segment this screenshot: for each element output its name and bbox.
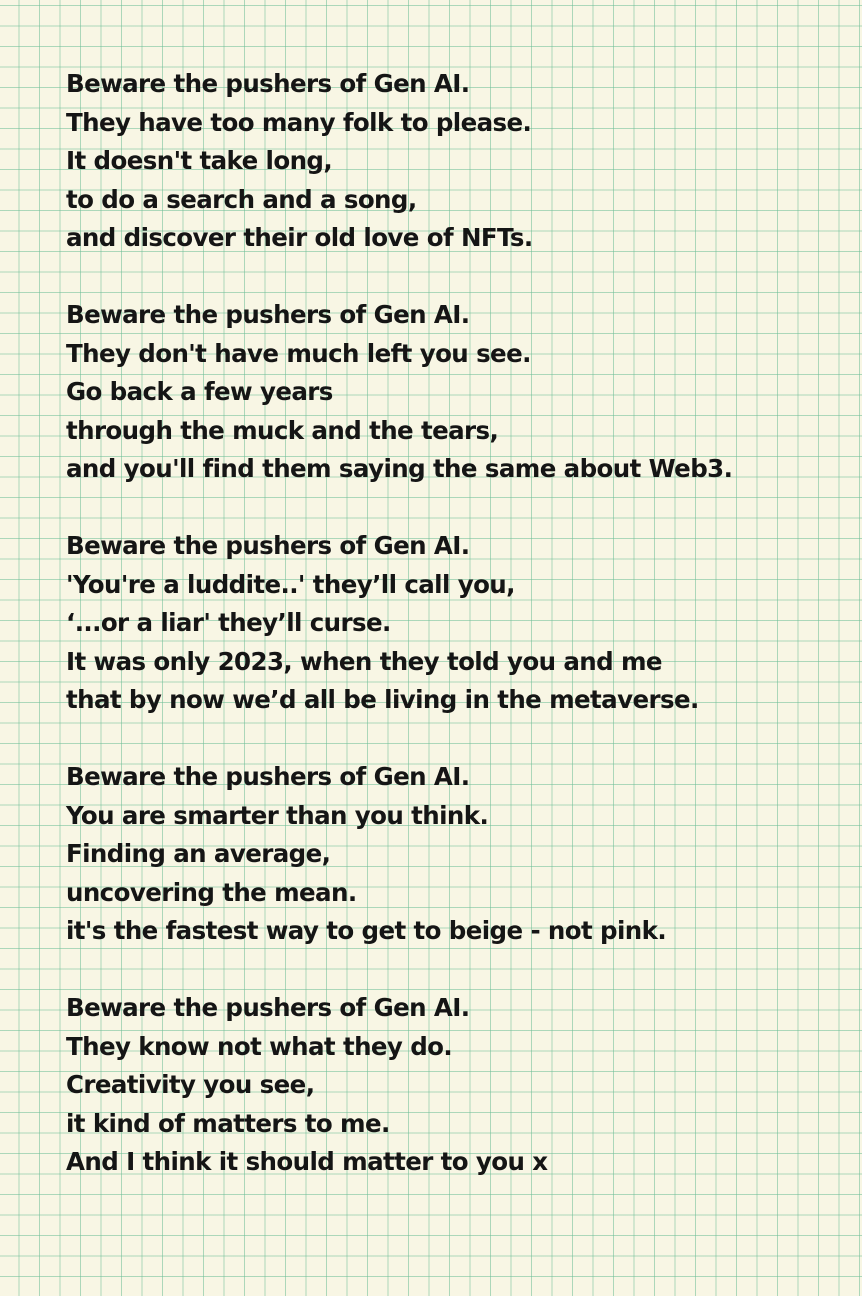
poem-line: to do a search and a song, <box>66 184 417 214</box>
poem-line: 'You're a luddite..' they’ll call you, <box>66 569 515 599</box>
poem-line: it's the fastest way to get to beige - not pink. <box>66 916 667 945</box>
poem-line: Beware the pushers of Gen AI. <box>66 762 470 791</box>
poem-line: ‘...or a liar' they’ll curse. <box>66 608 391 637</box>
stanza-1 <box>66 65 856 258</box>
poem-line: it kind of matters to me. <box>66 1108 390 1138</box>
poem-line: Beware the pushers of Gen AI. <box>66 300 470 329</box>
stanza-4 <box>66 758 856 951</box>
poem-line: It was only 2023, when they told you and me <box>66 646 662 676</box>
poem-line: They have too many folk to please. <box>66 107 532 137</box>
poem-line: through the muck and the tears, <box>66 415 499 445</box>
stanza-2 <box>66 296 856 489</box>
poem <box>66 65 856 1220</box>
poem-line: You are smarter than you think. <box>66 800 489 830</box>
poem-line: Finding an average, <box>66 839 331 868</box>
stanza-5 <box>66 989 856 1182</box>
poem-line: that by now we’d all be living in the metaverse. <box>66 685 699 714</box>
poem-line: They don't have much left you see. <box>66 338 531 368</box>
poem-line: Beware the pushers of Gen AI. <box>66 69 470 98</box>
poem-line: And I think it should matter to you x <box>66 1147 548 1176</box>
poem-line: Beware the pushers of Gen AI. <box>66 993 470 1022</box>
poem-line: and you'll find them saying the same about Web3. <box>66 454 733 483</box>
poem-line: uncovering the mean. <box>66 877 357 907</box>
poem-line: It doesn't take long, <box>66 146 333 175</box>
poem-line: Creativity you see, <box>66 1070 315 1099</box>
poem-line: Beware the pushers of Gen AI. <box>66 531 470 560</box>
stanza-3 <box>66 527 856 720</box>
poem-line: and discover their old love of NFTs. <box>66 223 533 252</box>
poem-line: They know not what they do. <box>66 1031 453 1061</box>
poem-line: Go back a few years <box>66 377 333 406</box>
